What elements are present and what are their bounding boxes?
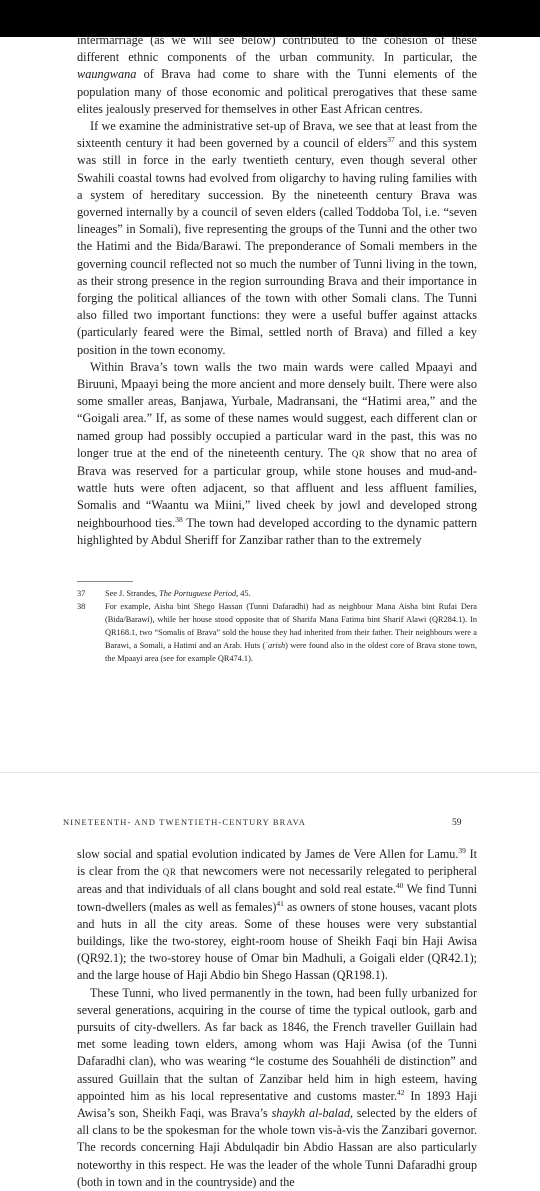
text-run: ) were found also in the oldest core of Brava stone town, the Mpaayi area (see for example QR474.1). [105,641,477,664]
text-run: , selected by the elders of all clans to be the spokesman for the whole town vis-à-vis the Zanzibari governor. The records concerning Haji Abdulqadir bin Abdio Hassan are also particularly noteworthy in this respect. He was the leader of the whole Tunni Dafaradhi group (both in town and in the countryside) and the [77,1106,477,1189]
text-run: Within Brava’s town walls the two main wards were called Mpaayi and Biruuni, Mpaayi being the more ancient and more densely built. There were also some smaller areas, Banjawa, Yurbale, Madransani, the “Hatimi area,” and the “Goigali area.” If, as some of these names would suggest, each different clan or named group had possibly occupied a particular ward in the past, this was no longer true at the end of the nineteenth century. The [77,359,477,460]
paragraph [77,846,477,985]
footnote-number: 37 [77,589,86,598]
footnote-text [105,587,477,600]
body-text-bottom [77,846,477,1191]
page-number: 59 [452,818,462,828]
footnote-ref: 37 [387,135,395,145]
paragraph [77,985,477,1191]
text-run: These Tunni, who lived permanently in the town, had been fully urbanized for several generations, acquiring in the course of time the typical outlook, garb and pursuits of city-dwellers. As far back as 1846, the French traveller Guillain had met some leading town elders, among whom was Haji Awisa (of the Tunni Dafaradhi clan), who was wearing “le costume des Souahhéli de distinction” and assured Guillain that the sultan of Zanzibar held him in high esteem, having appointed him as his local representative and customs master. [77,985,477,1103]
paragraph [77,359,477,549]
text-run: that newcomers were not necessarily relegated to peripheral areas and that individuals of all clans bought and sold real estate. [77,864,478,897]
text-run: For example, Aisha bint Shego Hassan (Tunni Dafaradhi) had as neighbour Mana Aisha bint Rufai Dera (Bida/Barawi), while her house stood opposite that of Sharifa Mana Fatima bint Sharif Alawi (QR284.1). In QR168.1, two “Somalis of Brava” sold the house they had inherited from their father. Their neighbours were a Barawi, a Somali, a Hatimi and an Arab. Huts ( [105,602,477,651]
text-run: In 1893 Haji Awisa’s son, Sheikh Faqi, was Brava’s [77,1088,478,1121]
italic-text: The Portuguese Period [159,589,237,598]
footnote-ref: 40 [395,881,404,891]
text-run: QR [351,448,366,459]
footnotes [77,587,477,666]
footnote-ref: 41 [276,898,284,908]
text-run: See J. Strandes, [105,589,160,598]
footnote-text [105,600,477,665]
paragraph [77,118,477,359]
page-top [0,33,540,772]
page-bottom [0,772,540,1189]
text-run: The town had developed according to the dynamic pattern highlighted by Abdul Sheriff for Zanzibar rather than to the extremely [77,515,477,547]
footnote-ref: 42 [397,1087,405,1097]
text-run: We find Tunni town-dwellers (males as well as females) [77,882,478,914]
text-run: as owners of stone houses, vacant plots and huts in all the city areas. Some of these houses were very substantial buildings, like the two-storey, eight-room house of Sheikh Faqi bin Haji Awisa (QR92.1); the two-storey house of Omar bin Madhuli, a Goigali elder (QR42.1); and the large house of Haji Abdio bin Shego Hassan (QR198.1). [77,899,477,983]
text-run: slow social and spatial evolution indicated by James de Vere Allen for Lamu. [77,847,459,861]
text-run: If we examine the administrative set-up of Brava, we see that at least from the sixteenth century it had been governed by a council of elders [77,119,477,151]
body-text-top [77,33,477,549]
text-run: show that no area of Brava was reserved for a particular group, while stone houses and mud-and-wattle huts were often adjacent, so that affluent and less affluent families, Somalis and “Waantu wa Miini,” lived cheek by jowl and developed strong neighbourhood ties. [77,445,477,530]
footnote-rule [77,581,133,582]
text-run: , 45. [236,589,251,598]
running-head: NINETEENTH- AND TWENTIETH-CENTURY BRAVA [63,818,307,827]
footnote [77,600,477,665]
text-run: and this system was still in force in the early twentieth century, even though several other Swahili coastal towns had evolved from oligarchy to having ruling families with a system of hereditary succession. By the nineteenth century Brava was governed internally by a council of seven elders (called Toddoba Tol, i.e. “seven lineages” in Somali), five representing the groups of the Tunni and the other two the Hatimi and the Bida/Barawi. The preponderance of Somali members in the governing council reflected not so much the number of Tunni living in the town, as their strong presence in the region surrounding Brava and their importance in forging the political alliances of the town with other Somali clans. The Tunni also filled two important functions: they were a useful buffer against attacks (particularly feared were the Bimal, settled north of Brava) and filled a key position in the town economy. [77,136,477,357]
text-run: of Brava had come to share with the Tunni elements of the population many of those economic and political prerogatives that these same elites jealously preserved for themselves in other East African centres. [77,67,477,116]
footnote [77,587,477,600]
italic-text: ʿarish [265,641,286,651]
footnote-number: 38 [77,602,86,612]
italic-text: shaykh al-balad [271,1106,350,1121]
text-run: QR [162,867,177,878]
footnote-ref: 39 [458,845,466,855]
paragraph [77,32,477,118]
italic-text: waungwana [77,67,137,82]
footnote-ref: 38 [175,514,183,524]
text-run: It is clear from the [77,847,477,879]
text-run: intermarriage (as we will see below) contributed to the cohesion of these different ethnic components of the urban community. In particular, the [77,33,477,65]
